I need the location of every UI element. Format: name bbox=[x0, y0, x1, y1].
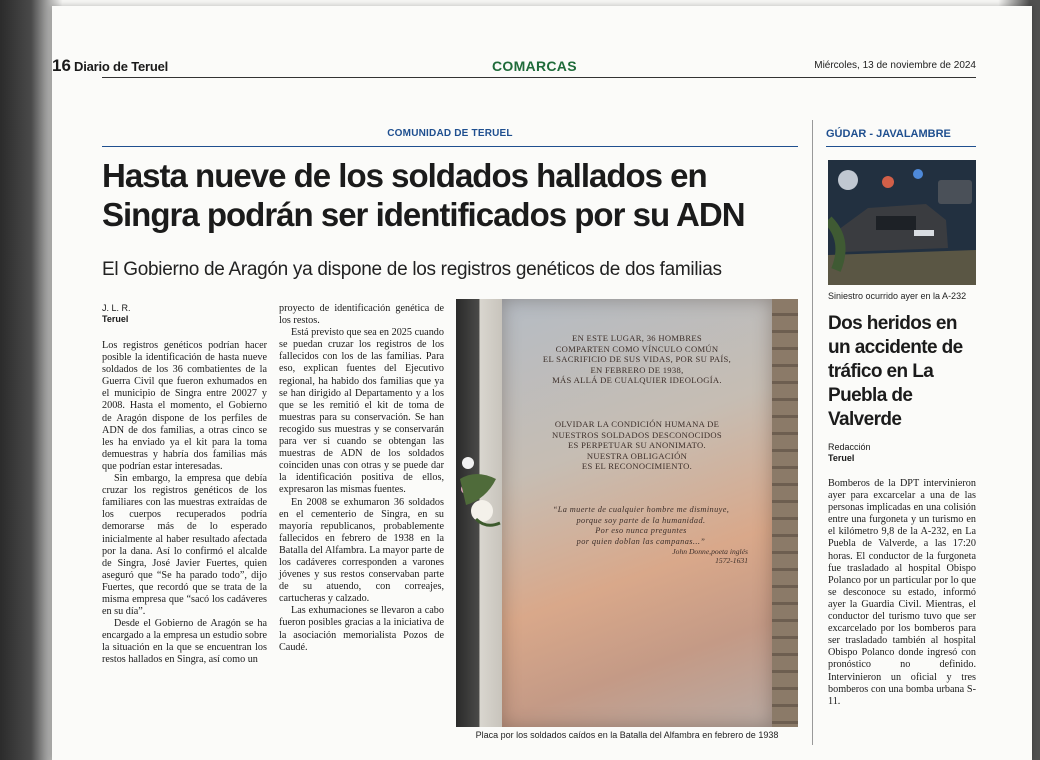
section-name: COMARCAS bbox=[492, 58, 577, 74]
paragraph: Bomberos de la DPT intervinieron ayer para excarcelar a una de las personas implicadas en una colisión entre una furgoneta y un turismo en el kilómetro 9,8 de la A-232, en La Puebla de Valverde, a las 17:20 horas. El conductor de la furgoneta fue trasladado al hospital Obispo Polanco por un particular por lo que se desconoce su estado, informó ayer la Guardia Civil. Mientras, el conductor del turismo tuvo que ser excarcelado por los bomberos para ser trasladado también al hospital Obispo Polanco donde ingresó con pronóstico no definido. Intervinieron un oficial y tres bomberos con una bomba urbana S-11. bbox=[828, 478, 976, 707]
sidebar-divider bbox=[812, 120, 813, 745]
article-column-2 bbox=[279, 303, 444, 654]
plaque-line: EN FEBRERO DE 1938, bbox=[590, 364, 684, 375]
paragraph: Las exhumaciones se llevaron a cabo fueron posibles gracias a la iniciativa de la asociación memorialista Pozos de Caudé. bbox=[279, 605, 444, 653]
paragraph: En 2008 se exhumaron 36 soldados en el cementerio de Singra, en su mayoría republicanos, probablemente fallecidos en febrero de 1938 en la Batalla del Alfambra. La mayor parte de los cadáveres corresponden a varones jóvenes y sus restos conservaban parte de su atuendo, con correajes, cartucheras y calzado. bbox=[279, 496, 444, 605]
plaque-quote-author bbox=[652, 547, 748, 565]
plaque-line: NUESTROS SOLDADOS DESCONOCIDOS bbox=[552, 429, 722, 440]
plaque-line: COMPARTEN COMO VÍNCULO COMÚN bbox=[555, 343, 719, 354]
headline-line: Hasta nueve de los soldados hallados en bbox=[102, 157, 707, 194]
plaque-line: MÁS ALLÁ DE CUALQUIER IDEOLOGÍA. bbox=[552, 375, 722, 386]
paragraph: Desde el Gobierno de Aragón se ha encargado a la empresa un estudio sobre la situación en la que se encuentran los restos hallados en Singra, así como un bbox=[102, 618, 267, 666]
paragraph: Está previsto que sea en 2025 cuando se puedan cruzar los registros de los fallecidos con los de las familias. Para eso, explican fuentes del Ejecutivo regional, ha habido dos familias que ya se han dirigido al Departamento y a los que se les remitió el kit de toma de muestras para su conservación. Se han recogido sus muestras y se conservarán para ver si cuando se obtengan las muestras de ADN de los soldados coinciden unas con otras y se puede dar la identificación positiva de ellos, expresaron las mismas fuentes. bbox=[279, 327, 444, 496]
paragraph: Los registros genéticos podrían hacer posible la identificación de hasta nueve soldados de los 36 combatientes de la Guerra Civil que fueron exhumados en el municipio de Singra entre 20027 y 2008. Hasta el momento, el Gobierno de Aragón dispone de los perfiles de ADN de dos familias, a otras cinco se les ha enviado ya el kit para la toma demuestras y habría dos familias más que podrían estar interesadas. bbox=[102, 340, 267, 472]
sidebar-headline: Dos heridos en un accidente de tráfico en La Puebla de Valverde bbox=[828, 313, 963, 430]
byline-place: Teruel bbox=[828, 453, 855, 463]
sidebar-photo-caption: Siniestro ocurrido ayer en la A-232 bbox=[828, 291, 967, 301]
byline-author: Redacción bbox=[828, 442, 871, 452]
plaque-line: OLVIDAR LA CONDICIÓN HUMANA DE bbox=[554, 419, 720, 429]
author-line: John Donne,poeta inglés bbox=[672, 547, 748, 556]
plaque-text-block-2 bbox=[532, 419, 742, 472]
plaque-text-block-1 bbox=[532, 333, 742, 386]
byline-place: Teruel bbox=[102, 314, 129, 324]
plaque-line: EL SACRIFICIO DE SUS VIDAS, POR SU PAÍS, bbox=[542, 354, 732, 365]
paragraph: proyecto de identificación genética de los restos. bbox=[279, 303, 444, 327]
accident-scene-icon bbox=[828, 160, 976, 285]
quote-line: porque soy parte de la humanidad. bbox=[576, 515, 706, 525]
paragraph: Sin embargo, la empresa que debía cruzar los registros genéticos de los familiares con las muestras extraídas de los cuerpos recuperados podría demorarse más de lo esperado inicialmente al haber resultado afectada por la dana. Así lo confirmó el alcalde de Singra, José Javier Fuertes, quien aseguró que “Se ha parado todo”, dijo Fuertes, que recordó que se trata de la misma empresa que “sacó los cadáveres en su día”. bbox=[102, 473, 267, 618]
issue-date: Miércoles, 13 de noviembre de 2024 bbox=[814, 60, 976, 71]
quote-line: Por eso nunca preguntes bbox=[595, 526, 687, 536]
article-kicker: COMUNIDAD DE TERUEL bbox=[387, 128, 513, 139]
wall-right bbox=[772, 299, 798, 727]
header-divider bbox=[102, 77, 976, 78]
accident-photo bbox=[828, 160, 976, 285]
plaque-line: ES EL RECONOCIMIENTO. bbox=[581, 461, 693, 472]
headline-line: Singra podrán ser identificados por su ADN bbox=[102, 196, 745, 233]
plaque-line: EN ESTE LUGAR, 36 HOMBRES bbox=[572, 333, 702, 343]
memorial-plaque bbox=[502, 299, 772, 727]
plaque-line: NUESTRA OBLIGACIÓN bbox=[586, 450, 688, 461]
author-line: 1572-1631 bbox=[715, 556, 748, 565]
sidebar-section-divider bbox=[826, 146, 976, 147]
sidebar-section: GÚDAR - JAVALAMBRE bbox=[826, 128, 951, 140]
quote-line: por quien doblan las campanas...” bbox=[576, 536, 706, 546]
sidebar-body bbox=[828, 478, 976, 708]
article-subhead: El Gobierno de Aragón ya dispone de los registros genéticos de dos familias bbox=[102, 259, 722, 280]
newspaper-brand: Diario de Teruel bbox=[74, 59, 169, 74]
page-number: 16 bbox=[52, 56, 71, 75]
kicker-divider bbox=[102, 146, 798, 147]
article-column-1 bbox=[102, 340, 267, 667]
plaque-quote bbox=[538, 505, 744, 547]
byline-author: J. L. R. bbox=[102, 303, 131, 313]
quote-line: “La muerte de cualquier hombre me disminuye, bbox=[552, 505, 730, 514]
flowers-icon bbox=[456, 449, 508, 539]
plaque-line: ES PERPETUAR SU ANONIMATO. bbox=[568, 440, 706, 451]
article-headline bbox=[102, 156, 802, 234]
article-byline bbox=[102, 303, 131, 325]
sidebar-byline bbox=[828, 442, 871, 464]
page-header bbox=[52, 56, 976, 78]
memorial-plaque-photo bbox=[456, 299, 798, 727]
photo-caption: Placa por los soldados caídos en la Batalla del Alfambra en febrero de 1938 bbox=[475, 730, 779, 740]
